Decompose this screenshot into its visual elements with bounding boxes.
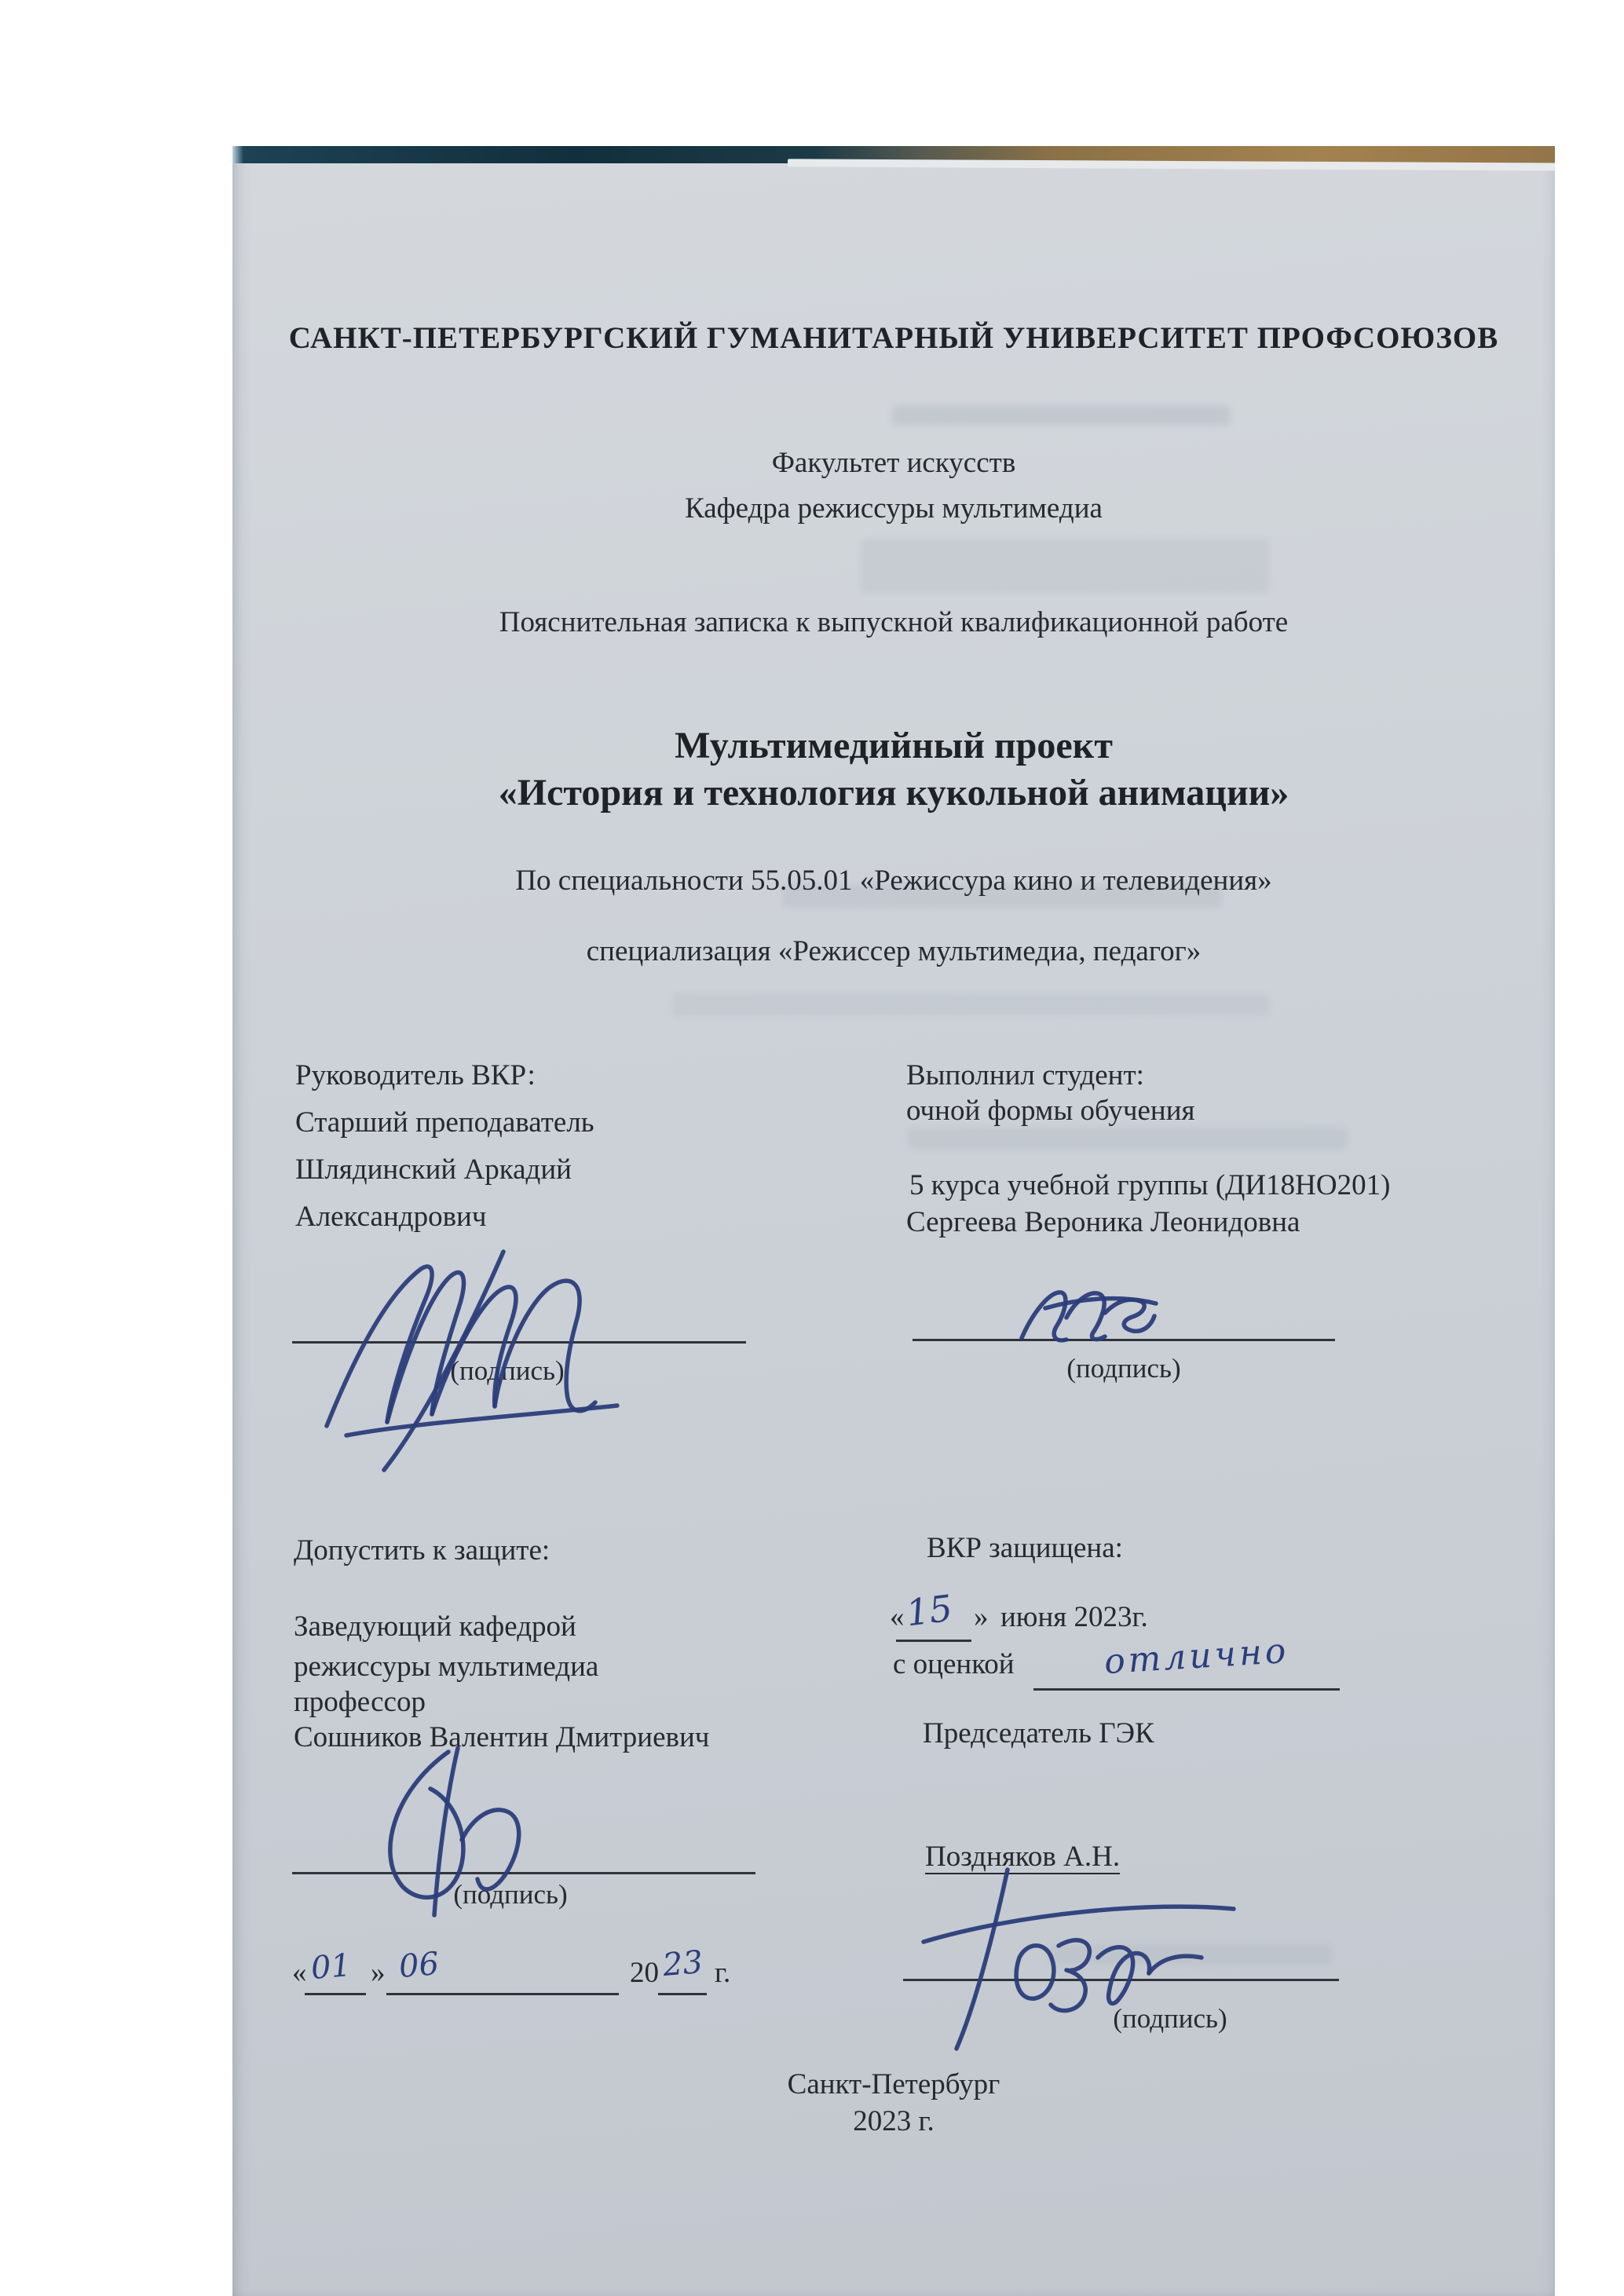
chairman-name: Поздняков А.Н. [925, 1841, 1121, 1873]
supervisor-name-line1: Шлядинский Аркадий [295, 1153, 572, 1186]
admission-signature-caption: (подпись) [453, 1879, 568, 1910]
student-signature-caption: (подпись) [1066, 1353, 1181, 1384]
student-group: 5 курса учебной группы (ДИ18НО201) [909, 1169, 1391, 1201]
dept-head-name: Сошников Валентин Дмитриевич [294, 1721, 710, 1753]
student-name: Сергеева Вероника Леонидовна [906, 1206, 1300, 1238]
supervisor-signature-caption: (подпись) [450, 1355, 565, 1386]
supervisor-signature [303, 1238, 672, 1473]
admission-date-unit: г. [715, 1957, 731, 1989]
dept-head-line3: профессор [294, 1686, 426, 1718]
specialization-line: специализация «Режиссер мультимедиа, педагог» [586, 935, 1202, 967]
bleedthrough-artifact [672, 994, 1269, 1016]
chairman-label: Председатель ГЭК [923, 1717, 1154, 1749]
admission-date-open-quote: « [292, 1957, 307, 1989]
dept-head-line2: режиссуры мультимедиа [294, 1651, 599, 1683]
grade-label: с оценкой [893, 1648, 1015, 1680]
student-signature [1002, 1269, 1167, 1359]
admission-date-month-handwritten: 06 [397, 1945, 441, 1986]
bleedthrough-artifact [861, 539, 1269, 594]
defense-date-rest: июня 2023г. [1000, 1601, 1148, 1633]
admission-date-year-typed: 20 [630, 1957, 659, 1989]
chairman-signature [900, 1862, 1245, 2054]
specialty-line: По специальности 55.05.01 «Режиссура кино и телевидения» [515, 865, 1272, 897]
department-line: Кафедра режиссуры мультимедиа [685, 492, 1103, 525]
chairman-signature-caption: (подпись) [1113, 2003, 1227, 2034]
dept-head-signature [327, 1744, 570, 1925]
student-label: Выполнил студент: [906, 1059, 1144, 1091]
admission-date-month-underline [386, 1993, 619, 1995]
defense-date-day-handwritten: 15 [903, 1586, 955, 1635]
admission-date-close-quote: » [371, 1957, 386, 1989]
work-title-line2: «История и технология кукольной анимации» [498, 772, 1289, 813]
faculty-line: Факультет искусств [771, 447, 1016, 479]
city-line: Санкт-Петербург [787, 2068, 1000, 2100]
supervisor-label: Руководитель ВКР: [295, 1059, 536, 1091]
grade-underline [1033, 1688, 1340, 1691]
work-title-line1: Мультимедийный проект [675, 725, 1113, 766]
bleedthrough-artifact [892, 405, 1230, 426]
admission-date-day-underline [305, 1993, 366, 1995]
admission-date-year-underline [658, 1993, 707, 1995]
defense-date-open-quote: « [890, 1601, 905, 1633]
bleedthrough-artifact [908, 1128, 1348, 1150]
year-line: 2023 г. [853, 2105, 935, 2137]
admission-label: Допустить к защите: [294, 1534, 550, 1567]
dept-head-line1: Заведующий кафедрой [294, 1610, 576, 1643]
admission-date-day-handwritten: 01 [309, 1947, 353, 1987]
student-study-form: очной формы обучения [906, 1095, 1195, 1127]
work-subtitle: Пояснительная записка к выпускной квалификационной работе [499, 606, 1289, 638]
admission-date-year-handwritten: 23 [661, 1943, 704, 1984]
grade-value-handwritten: отлично [1103, 1630, 1290, 1683]
defense-date-day-underline [896, 1640, 971, 1642]
supervisor-name-line2: Александрович [295, 1201, 487, 1233]
defense-date-close-quote: » [974, 1601, 989, 1633]
university-title: САНКТ-ПЕТЕРБУРГСКИЙ ГУМАНИТАРНЫЙ УНИВЕРСИТЕТ ПРОФСОЮЗОВ [288, 321, 1499, 355]
supervisor-position: Старший преподаватель [295, 1106, 594, 1139]
defense-label: ВКР защищена: [927, 1532, 1123, 1564]
photo-of-document [232, 146, 1555, 2296]
